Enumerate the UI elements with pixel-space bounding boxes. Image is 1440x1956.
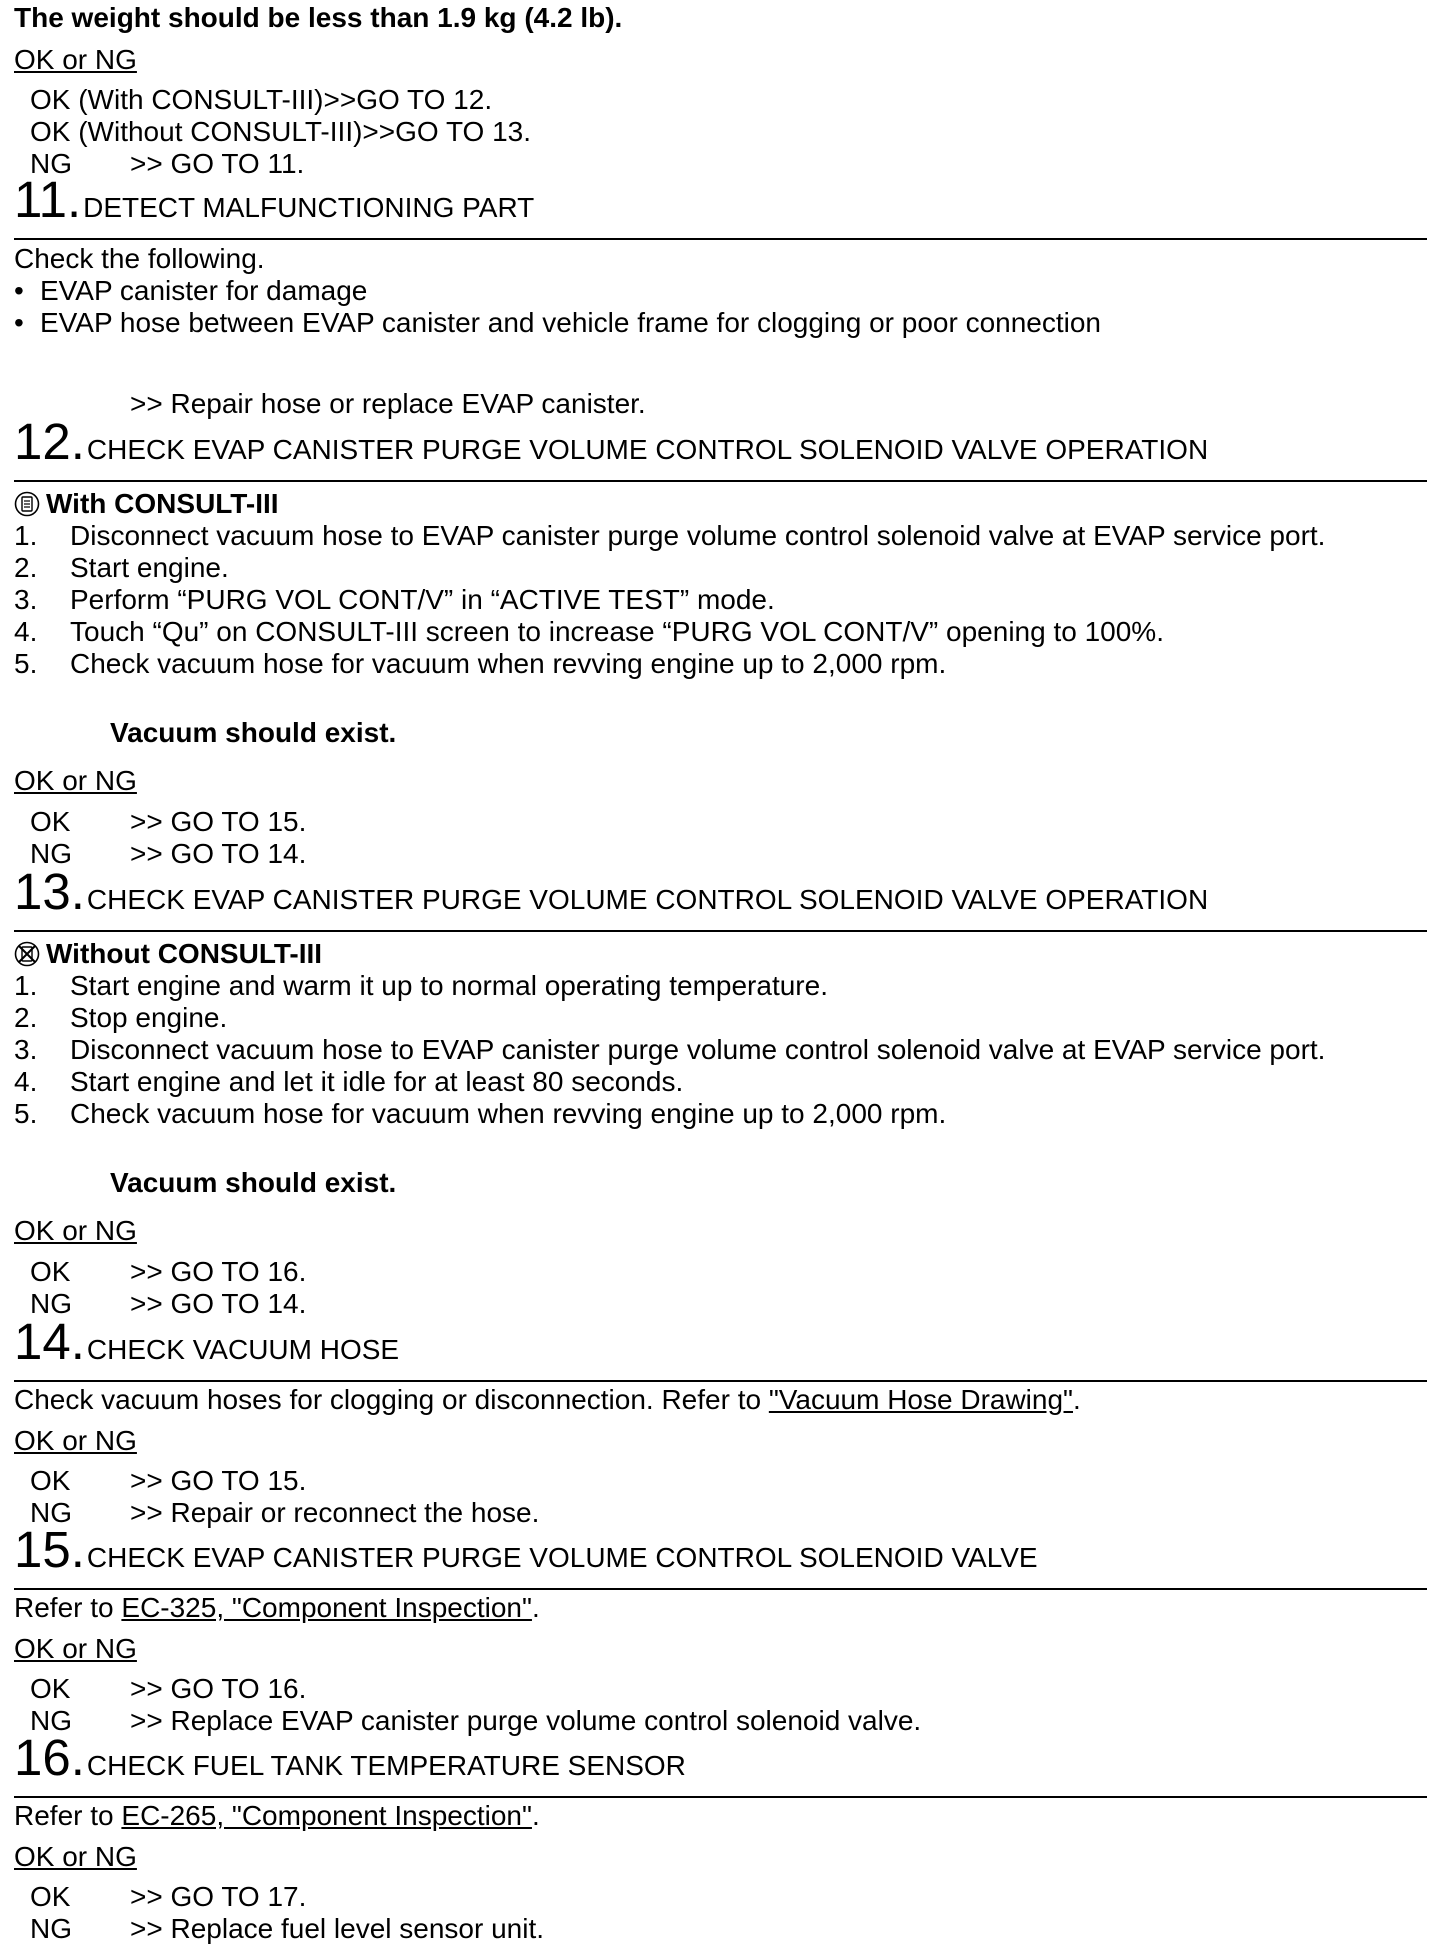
ok-or-ng-label: OK or NG [14,1633,137,1664]
step-number: 13. [14,863,85,920]
section-divider [14,238,1427,240]
step-number: 11. [14,171,82,228]
ok-or-ng-label: OK or NG [14,1215,137,1246]
result-ng: NG >> GO TO 14. [30,838,307,869]
result-ok: OK >> GO TO 17. [30,1881,307,1912]
ok-or-ng-label: OK or NG [14,765,137,796]
result-ng: NG >> Repair or reconnect the hose. [30,1497,540,1528]
ec-265-component-inspection-link[interactable]: EC-265, "Component Inspection" [121,1800,532,1831]
result-ng: NG >> Replace EVAP canister purge volume control solenoid valve. [30,1705,922,1736]
with-consult-mode: With CONSULT-III [14,488,279,520]
step-number: 12. [14,413,85,470]
section-divider [14,1796,1427,1798]
result-ok-with-consult: OK (With CONSULT-III)>>GO TO 12. [30,84,493,115]
step-15-instruction: Refer to EC-325, "Component Inspection". [14,1592,540,1623]
weight-spec: The weight should be less than 1.9 kg (4.2 lb). [14,2,623,33]
step-12-heading [14,413,1209,476]
step-11-action: >> Repair hose or replace EVAP canister. [130,388,646,419]
result-ok: OK >> GO TO 15. [30,806,307,837]
section-divider [14,480,1427,482]
result-ok: OK >> GO TO 16. [30,1256,307,1287]
section-divider [14,1588,1427,1590]
step-title: CHECK FUEL TANK TEMPERATURE SENSOR [86,1750,686,1781]
step-title: CHECK EVAP CANISTER PURGE VOLUME CONTROL SOLENOID VALVE OPERATION [86,434,1209,465]
result-code: NG [30,148,72,179]
step-number: 16. [14,1729,85,1786]
step-16-instruction: Refer to EC-265, "Component Inspection". [14,1800,540,1831]
procedure-step: 1. Start engine and warm it up to normal operating temperature. [14,970,828,1001]
step-16-heading [14,1729,686,1792]
bullet-item: • EVAP canister for damage [14,275,368,306]
procedure-step: 5. Check vacuum hose for vacuum when revving engine up to 2,000 rpm. [14,648,947,679]
step-11-intro: Check the following. [14,243,265,274]
section-divider [14,930,1427,932]
step-15-heading [14,1521,1038,1584]
ok-or-ng-label: OK or NG [14,1841,137,1872]
step-11-heading [14,171,535,234]
procedure-step: 5. Check vacuum hose for vacuum when revving engine up to 2,000 rpm. [14,1098,947,1129]
result-ok-without-consult: OK (Without CONSULT-III)>>GO TO 13. [30,116,532,147]
step-number: 14. [14,1313,85,1370]
procedure-step: 3. Perform “PURG VOL CONT/V” in “ACTIVE TEST” mode. [14,584,775,615]
ok-or-ng-label: OK or NG [14,1425,137,1456]
result-ng: NG >> Replace fuel level sensor unit. [30,1913,545,1944]
procedure-step: 3. Disconnect vacuum hose to EVAP canister purge volume control solenoid valve at EVAP service port. [14,1034,1326,1065]
result-action: >> GO TO 11. [130,148,305,179]
ec-325-component-inspection-link[interactable]: EC-325, "Component Inspection" [121,1592,532,1623]
procedure-step: 4. Start engine and let it idle for at least 80 seconds. [14,1066,684,1097]
step-title: DETECT MALFUNCTIONING PART [83,192,535,223]
result-ng: NG >> GO TO 14. [30,1288,307,1319]
without-consult-mode: Without CONSULT-III [14,938,322,970]
step-14-instruction: Check vacuum hoses for clogging or disconnection. Refer to "Vacuum Hose Drawing". [14,1384,1081,1415]
step-title: CHECK EVAP CANISTER PURGE VOLUME CONTROL SOLENOID VALVE [86,1542,1038,1573]
bullet-item: • EVAP hose between EVAP canister and vehicle frame for clogging or poor connection [14,307,1102,338]
section-divider [14,1380,1427,1382]
step-title: CHECK EVAP CANISTER PURGE VOLUME CONTROL SOLENOID VALVE OPERATION [86,884,1209,915]
step-14-heading [14,1313,400,1376]
procedure-step: 2. Stop engine. [14,1002,228,1033]
step-13-heading [14,863,1209,926]
result-ok: OK >> GO TO 16. [30,1673,307,1704]
step-number: 15. [14,1521,85,1578]
procedure-step: 4. Touch “Qu” on CONSULT-III screen to increase “PURG VOL CONT/V” opening to 100%. [14,616,1164,647]
vacuum-hose-drawing-link[interactable]: "Vacuum Hose Drawing" [768,1384,1073,1415]
vacuum-spec: Vacuum should exist. [110,717,397,748]
procedure-step: 2. Start engine. [14,552,229,583]
procedure-step: 1. Disconnect vacuum hose to EVAP canister purge volume control solenoid valve at EVAP service port. [14,520,1326,551]
no-consult-tool-icon [14,941,40,967]
ok-or-ng-label: OK or NG [14,44,137,75]
result-ok: OK >> GO TO 15. [30,1465,307,1496]
step-title: CHECK VACUUM HOSE [86,1334,400,1365]
consult-tool-icon [14,491,40,517]
vacuum-spec: Vacuum should exist. [110,1167,397,1198]
